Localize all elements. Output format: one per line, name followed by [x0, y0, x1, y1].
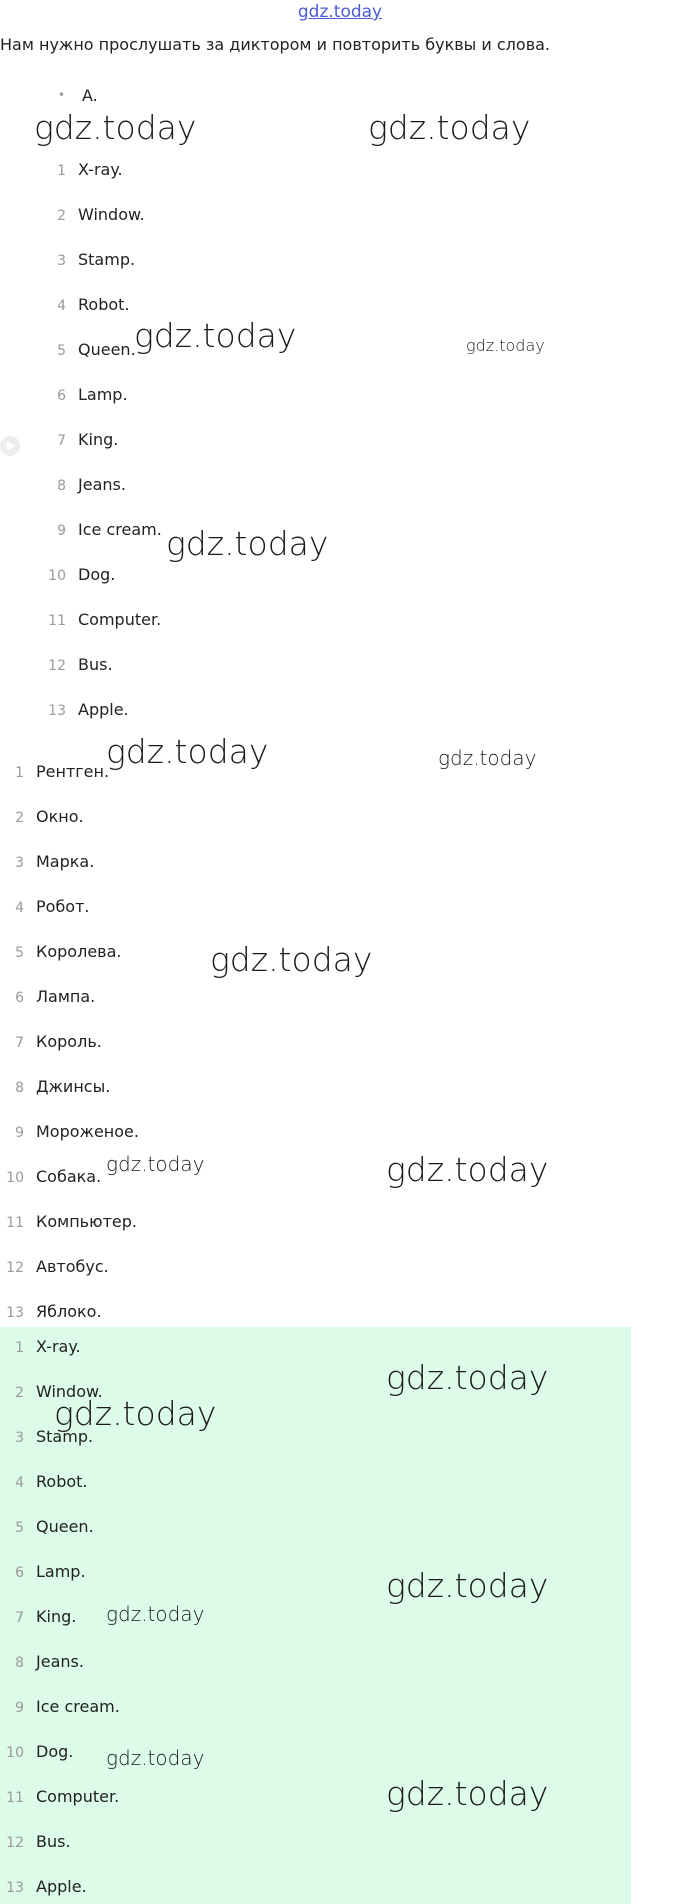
item-number: 5	[57, 343, 66, 359]
item-number: 7	[15, 1610, 24, 1626]
item-word: Bus.	[78, 655, 113, 674]
play-icon[interactable]	[0, 436, 20, 456]
item-word: Собака.	[36, 1167, 102, 1186]
item-word: Window.	[36, 1382, 103, 1401]
item-number: 9	[15, 1700, 24, 1716]
item-word: Марка.	[36, 852, 95, 871]
item-word: Джинсы.	[36, 1077, 111, 1096]
item-number: 4	[15, 900, 24, 916]
item-word: Jeans.	[36, 1652, 84, 1671]
watermark-text: gdz.today	[386, 1150, 549, 1189]
item-word: Яблоко.	[36, 1302, 102, 1321]
item-number: 2	[57, 208, 66, 224]
item-word: Bus.	[36, 1832, 71, 1851]
item-word: Ice cream.	[36, 1697, 120, 1716]
item-word: X-ray.	[36, 1337, 81, 1356]
watermark-text: gdz.today	[106, 1746, 205, 1770]
site-link[interactable]: gdz.today	[297, 2, 383, 22]
watermark-text: gdz.today	[466, 336, 545, 355]
item-word: Лампа.	[36, 987, 96, 1006]
item-word: Computer.	[36, 1787, 120, 1806]
item-number: 1	[57, 163, 66, 179]
item-word: Apple.	[36, 1877, 87, 1896]
watermark-text: gdz.today	[134, 316, 297, 355]
item-number: 10	[6, 1170, 24, 1186]
item-number: 5	[15, 1520, 24, 1536]
watermark-text: gdz.today	[386, 1774, 549, 1813]
item-number: 2	[15, 810, 24, 826]
item-number: 6	[57, 388, 66, 404]
item-number: 2	[15, 1385, 24, 1401]
item-word: Apple.	[78, 700, 129, 719]
watermark-text: gdz.today	[438, 746, 537, 770]
item-word: Window.	[78, 205, 145, 224]
item-number: 11	[6, 1790, 24, 1806]
item-word: Мороженое.	[36, 1122, 139, 1141]
watermark-text: gdz.today	[106, 1152, 205, 1176]
watermark-text: gdz.today	[54, 1394, 217, 1433]
item-number: 13	[6, 1880, 24, 1896]
item-word: Ice cream.	[78, 520, 162, 539]
item-number: 1	[15, 1340, 24, 1356]
item-number: 6	[15, 1565, 24, 1581]
item-number: 8	[57, 478, 66, 494]
item-word: Stamp.	[78, 250, 136, 269]
item-number: 8	[15, 1080, 24, 1096]
item-number: 4	[57, 298, 66, 314]
item-number: 11	[6, 1215, 24, 1231]
item-number: 3	[15, 855, 24, 871]
item-word: Stamp.	[36, 1427, 94, 1446]
item-number: 7	[15, 1035, 24, 1051]
item-word: Robot.	[78, 295, 130, 314]
item-word: Robot.	[36, 1472, 88, 1491]
item-word: Автобус.	[36, 1257, 109, 1276]
item-number: 9	[15, 1125, 24, 1141]
item-word: Queen.	[78, 340, 136, 359]
item-word: Dog.	[36, 1742, 74, 1761]
item-number: 10	[48, 568, 66, 584]
item-number: 8	[15, 1655, 24, 1671]
item-word: Король.	[36, 1032, 102, 1051]
item-number: 12	[6, 1835, 24, 1851]
watermark-text: gdz.today	[106, 1602, 205, 1626]
item-word: King.	[78, 430, 119, 449]
item-word: Lamp.	[36, 1562, 86, 1581]
item-number: 4	[15, 1475, 24, 1491]
section-label: A.	[82, 86, 98, 105]
item-number: 13	[6, 1305, 24, 1321]
item-word: Computer.	[78, 610, 162, 629]
item-number: 13	[48, 703, 66, 719]
item-word: Компьютер.	[36, 1212, 137, 1231]
watermark-text: gdz.today	[106, 732, 269, 771]
item-number: 11	[48, 613, 66, 629]
item-number: 6	[15, 990, 24, 1006]
watermark-text: gdz.today	[166, 524, 329, 563]
watermark-text: gdz.today	[386, 1358, 549, 1397]
instruction-text: Нам нужно прослушать за диктором и повторить буквы и слова.	[0, 35, 551, 54]
item-word: Робот.	[36, 897, 90, 916]
item-number: 10	[6, 1745, 24, 1761]
item-number: 3	[15, 1430, 24, 1446]
item-word: Королева.	[36, 942, 122, 961]
item-number: 7	[57, 433, 66, 449]
section-bullet: •	[58, 88, 66, 102]
item-word: Окно.	[36, 807, 84, 826]
item-word: Jeans.	[78, 475, 126, 494]
item-number: 12	[6, 1260, 24, 1276]
item-number: 1	[15, 765, 24, 781]
watermark-text: gdz.today	[386, 1566, 549, 1605]
watermark-text: gdz.today	[368, 108, 531, 147]
watermark-text: gdz.today	[34, 108, 197, 147]
item-number: 3	[57, 253, 66, 269]
item-word: Lamp.	[78, 385, 128, 404]
item-word: King.	[36, 1607, 77, 1626]
item-number: 5	[15, 945, 24, 961]
item-number: 9	[57, 523, 66, 539]
item-word: Queen.	[36, 1517, 94, 1536]
item-word: Рентген.	[36, 762, 110, 781]
item-word: X-ray.	[78, 160, 123, 179]
watermark-text: gdz.today	[210, 940, 373, 979]
item-number: 12	[48, 658, 66, 674]
item-word: Dog.	[78, 565, 116, 584]
